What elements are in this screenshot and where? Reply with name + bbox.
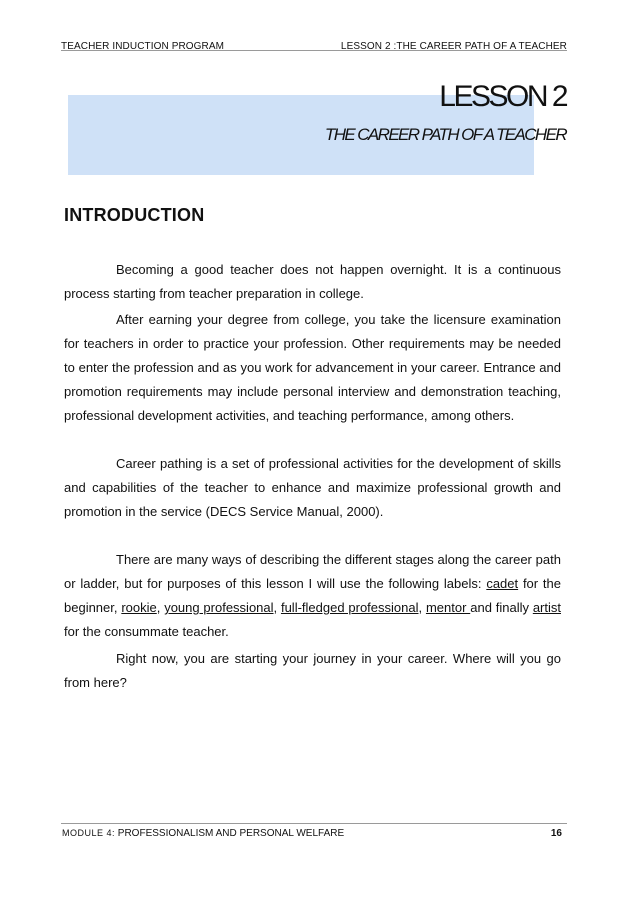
header-lesson-title: LESSON 2 :THE CAREER PATH OF A TEACHER	[340, 41, 567, 52]
label-mentor: mentor	[425, 600, 471, 615]
body-text	[64, 258, 561, 695]
text-run: ,	[156, 600, 165, 615]
section-title: INTRODUCTION	[64, 205, 205, 225]
footer-rule	[61, 823, 567, 824]
header-program-title: TEACHER INDUCTION PROGRAM	[61, 41, 225, 52]
label-full-fledged-professional: full-fledged professional	[280, 600, 419, 615]
label-artist: artist	[532, 600, 561, 615]
label-rookie: rookie	[121, 600, 157, 615]
footer-module-title	[62, 828, 344, 839]
lesson-number: LESSON 2	[439, 80, 566, 113]
text-run: for the consummate teacher.	[64, 624, 229, 639]
lesson-subtitle: THE CAREER PATH OF A TEACHER	[324, 125, 566, 144]
paragraph-career-labels	[64, 548, 561, 644]
text-run: ,	[273, 600, 281, 615]
paragraph: Becoming a good teacher does not happen overnight. It is a continuous process starting from teacher preparation in college.	[64, 262, 561, 301]
paragraph: Career pathing is a set of professional activities for the development of skills and capabilities of the teacher to enhance and maximize professional growth and promotion in the service (DECS Service Manual, 2000).	[64, 456, 561, 519]
paragraph: Right now, you are starting your journey in your career. Where will you go from here?	[64, 651, 561, 690]
page-number: 16	[550, 828, 562, 839]
paragraph: After earning your degree from college, you take the licensure examination for teachers in order to practice your profession. Other requirements may be needed to enter the profession and as you work for advancement in your career. Entrance and promotion requirements may include personal interview and demonstration teaching, professional development activities, and teaching performance, among others.	[64, 312, 561, 423]
page-header	[61, 32, 567, 51]
text-run: and finally	[470, 600, 533, 615]
footer-module-name: PROFESSIONALISM AND PERSONAL WELFARE	[115, 828, 345, 839]
text-run: ,	[418, 600, 426, 615]
text-run: for the beginner,	[64, 576, 562, 615]
footer-module-label: MODULE 4:	[62, 828, 116, 838]
label-cadet: cadet	[486, 576, 519, 591]
label-young-professional: young professional	[164, 600, 274, 615]
text-run: There are many ways of describing the different stages along the career path or ladder, but for purposes of this lesson I will use the following labels:	[64, 552, 561, 591]
